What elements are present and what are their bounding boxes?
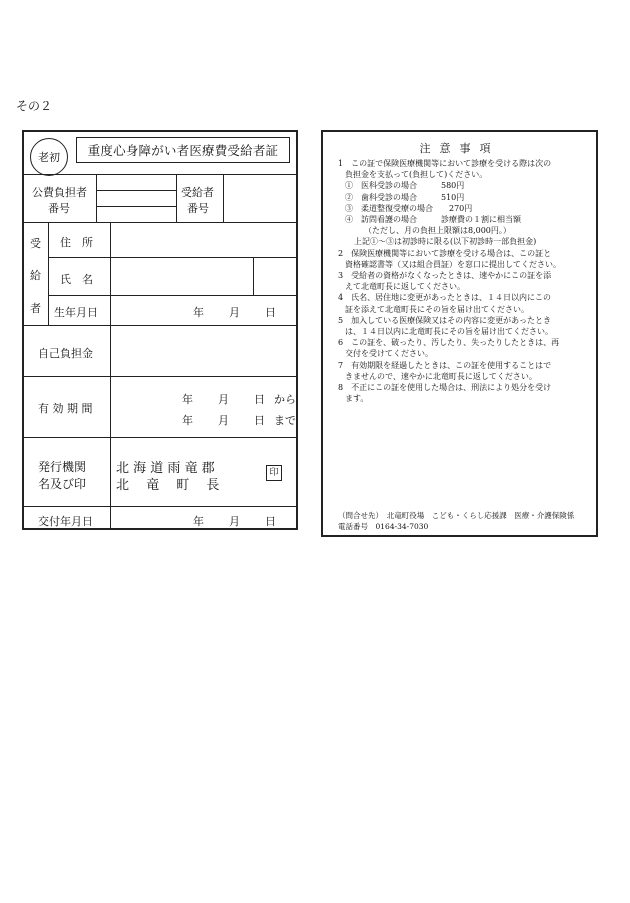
payer-number-label-1: 公費負担者: [32, 186, 87, 199]
issue-date-day: 日: [265, 515, 276, 528]
notice-line: ます。: [345, 394, 369, 404]
notice-line: 交付を受けてください。: [345, 349, 433, 359]
validity-to-suffix: まで: [274, 414, 296, 427]
notice-line: 1 この証で保険医療機関等において診療を受ける際は次の: [338, 159, 552, 168]
notice-line: ④ 訪問看護の場合 診療費の１割に相当額: [345, 215, 521, 225]
notice-line: 8 不正にこの証を使用した場合は、刑法により処分を受け: [338, 383, 552, 393]
validity-label: 有 効 期 間: [38, 402, 93, 415]
address-label: 住 所: [60, 236, 93, 249]
notice-line: 上記①〜③は初診時に限る(以下初診時一部負担金): [354, 237, 537, 247]
validity-from-day: 日: [254, 393, 265, 406]
notice-line: ① 医科受診の場合 580円: [345, 181, 465, 191]
birthdate-label: 生年月日: [54, 306, 98, 319]
notice-line: 7 有効期限を経過したときは、この証を使用することはで: [338, 360, 552, 370]
notice-line: （ただし、月の負担上限額は8,000円。）: [364, 226, 511, 236]
name-label: 氏 名: [60, 273, 93, 286]
issue-date-year: 年: [193, 515, 204, 528]
certificate-title: 重度心身障がい者医療費受給者証: [76, 137, 290, 163]
notice-line: 3 受給者の資格がなくなったときは、速やかにこの証を添: [338, 271, 552, 281]
notice-line: 負担金を支払って(負担して)ください。: [345, 170, 488, 180]
birthdate-year: 年: [193, 306, 204, 319]
contact-phone: 電話番号 0164-34-7030: [338, 522, 429, 531]
validity-to-year: 年: [182, 414, 193, 427]
notice-line: は、１４日以内に北竜町長にその旨を届け出てください。: [345, 327, 553, 337]
recipient-side-char-3: 者: [30, 302, 41, 315]
contact-department: （問合せ先） 北竜町役場 こども・くらし応援課 医療・介護保険係: [338, 511, 575, 520]
birthdate-month: 月: [229, 306, 240, 319]
recipient-side-char-2: 給: [30, 269, 41, 282]
recipient-side-char-1: 受: [30, 237, 41, 250]
issuer-label-1: 発行機関: [38, 460, 87, 474]
issuer-name-line-1: 北 海 道 雨 竜 郡: [116, 461, 215, 476]
notice-line: 5 加入している医療保険又はその内容に変更があったとき: [338, 315, 552, 325]
contact-info: [338, 510, 574, 532]
notice-line: 資格確認書等（又は組合員証）を窓口に提出してください。: [345, 259, 561, 269]
issue-date-month: 月: [229, 515, 240, 528]
issue-date-label: 交付年月日: [38, 515, 93, 528]
birthdate-day: 日: [265, 306, 276, 319]
notice-line: ③ 柔道整復受療の場合 270円: [345, 203, 473, 213]
notice-line: きませんので、速やかに北竜町長に返してください。: [345, 371, 537, 381]
notice-line: 2 保険医療機関等において診療を受ける場合は、この証と: [338, 248, 552, 258]
notice-line: 証を添えて北竜町長にその旨を届け出てください。: [345, 304, 529, 314]
notice-line: 4 氏名、居住地に変更があったときは、１４日以内にこの: [338, 293, 552, 303]
notice-line: えて北竜町長に返してください。: [345, 282, 465, 292]
notice-body: [338, 158, 588, 404]
recipient-number-label-2: 番号: [187, 202, 209, 215]
recipient-number-label-1: 受給者: [181, 186, 214, 199]
copay-label: 自己負担金: [38, 347, 93, 360]
notice-title: 注意事項: [419, 142, 500, 155]
validity-from-month: 月: [218, 393, 229, 406]
recipient-certificate-card: [22, 130, 298, 530]
elderly-first-badge: 老初: [30, 138, 68, 176]
notice-line: ② 歯科受診の場合 510円: [345, 192, 465, 202]
validity-to-month: 月: [218, 414, 229, 427]
notice-line: 6 この証を、破ったり、汚したり、失ったりしたときは、再: [338, 338, 560, 348]
validity-to-day: 日: [254, 414, 265, 427]
payer-number-label-2: 番号: [48, 202, 70, 215]
validity-from-year: 年: [182, 393, 193, 406]
validity-from-suffix: から: [274, 393, 296, 406]
notice-box: [321, 130, 598, 537]
issuer-label-2: 名及び印: [38, 477, 87, 491]
issuer-name-line-2: 北 竜 町 長: [116, 478, 220, 493]
official-seal-box: 印: [266, 465, 282, 481]
page-label: その２: [16, 99, 53, 113]
